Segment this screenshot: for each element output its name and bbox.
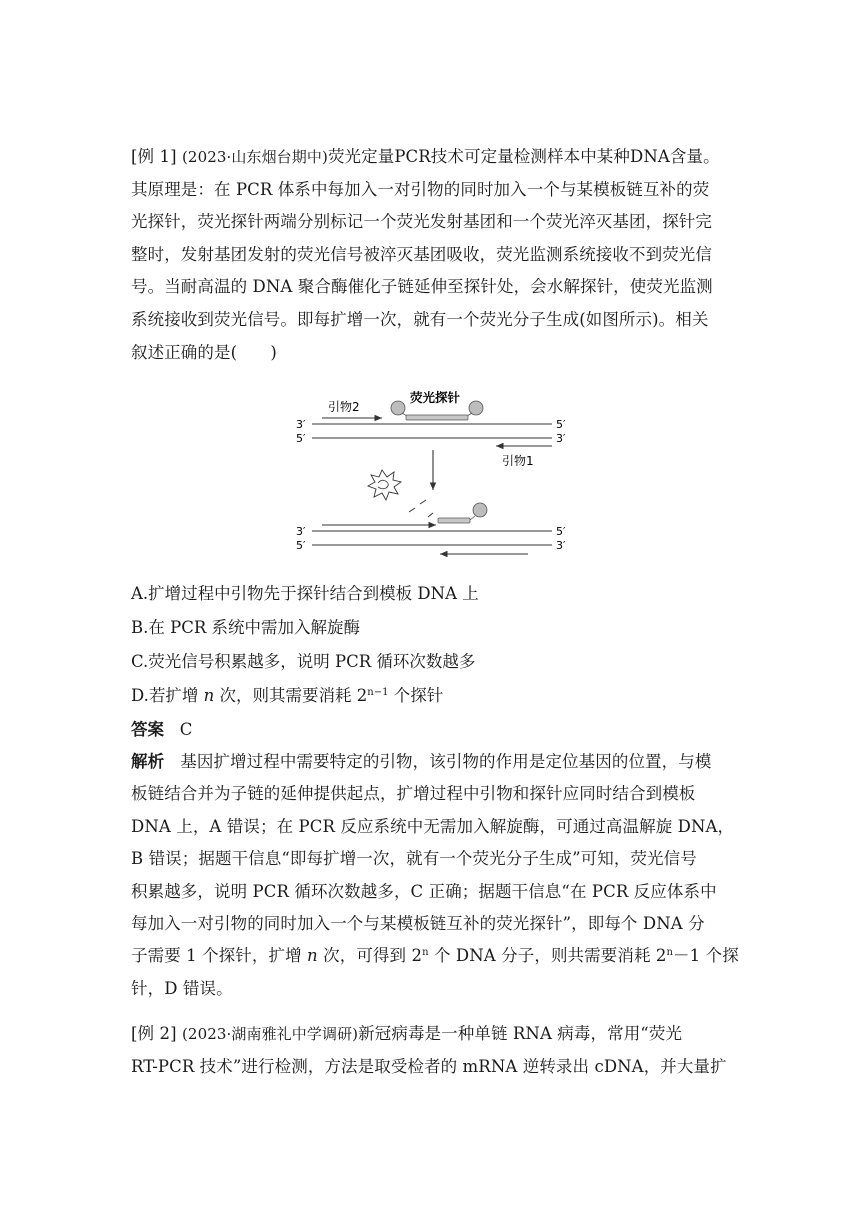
option-b: B.在 PCR 系统中需加入解旋酶 bbox=[131, 618, 361, 637]
analysis-line-7: 子需要 1 个探针，扩增 n 次，可得到 2$^n$ 个 DNA 分子，则共需要消耗 $2^n-1$ 个探 bbox=[131, 946, 739, 966]
example1-tag: [例 1] bbox=[131, 147, 177, 166]
example1-line-4: 号。当耐高温的 DNA 聚合酶催化子链延伸至探针处，会水解探针，使荧光监测 bbox=[131, 277, 713, 297]
probe-fragment bbox=[428, 513, 433, 517]
analysis-line-5: 积累越多，说明 PCR 循环次数越多，C 正确；据题干信息“在 PCR 反应体系中 bbox=[131, 881, 717, 901]
emitter-group bbox=[391, 401, 405, 415]
top-left-lower-label: 5′ bbox=[296, 432, 306, 445]
bottom-right-lower-label: 3′ bbox=[556, 539, 566, 552]
remaining-probe bbox=[438, 518, 470, 523]
example1-line-2: 光探针，荧光探针两端分别标记一个荧光发射基团和一个荧光淬灭基团，探针完 bbox=[131, 212, 712, 232]
example2-line-2: RT-PCR 技术”进行检测，方法是取受检者的 mRNA 逆转录出 cDNA，并大量扩 bbox=[131, 1056, 727, 1076]
answer-value: C bbox=[179, 720, 193, 739]
option-d: D.若扩增 n 次，则其需要消耗 $2^{n-1}$ 个探针 bbox=[131, 686, 444, 705]
top-left-upper-label: 3′ bbox=[296, 418, 306, 431]
primer2-label: 引物2 bbox=[328, 400, 360, 414]
analysis-line-8: 针，D 错误。 bbox=[131, 978, 233, 998]
analysis-line-6: 每加入一对引物的同时加入一个与某模板链互补的荧光探针”，即每个 DNA 分 bbox=[131, 914, 705, 934]
analysis-line-2: 板链结合并为子链的延伸提供起点，扩增过程中引物和探针应同时结合到模板 bbox=[131, 784, 696, 804]
example2-source: (2023·湖南雅礼中学调研) bbox=[181, 1025, 359, 1043]
probe-strand bbox=[406, 415, 468, 420]
option-a: A.扩增过程中引物先于探针结合到模板 DNA 上 bbox=[131, 584, 479, 603]
example1-stem bbox=[131, 141, 731, 369]
bottom-left-lower-label: 5′ bbox=[296, 539, 306, 552]
example1-first-line bbox=[131, 141, 731, 174]
analysis-block bbox=[131, 746, 739, 1005]
example2-line-1: 新冠病毒是一种单链 RNA 病毒，常用“荧光 bbox=[358, 1024, 683, 1043]
analysis-line-4: B 错误；据题干信息“即每扩增一次，就有一个荧光分子生成”可知，荧光信号 bbox=[131, 849, 697, 869]
primer1-label: 引物1 bbox=[502, 454, 534, 468]
option-c: C.荧光信号积累越多，说明 PCR 循环次数越多 bbox=[131, 652, 476, 671]
bottom-left-upper-label: 3′ bbox=[296, 525, 306, 538]
example2-stem bbox=[131, 1018, 731, 1083]
example1-line-3: 整时，发射基团发射的荧光信号被淬灭基团吸收，荧光监测系统接收不到荧光信 bbox=[131, 244, 712, 264]
top-right-upper-label: 5′ bbox=[556, 418, 566, 431]
pcr-probe-diagram bbox=[290, 384, 590, 564]
analysis-line-3: DNA 上，A 错误；在 PCR 反应系统中无需加入解旋酶，可通过高温解旋 DNA， bbox=[131, 816, 735, 836]
example1-source: (2023·山东烟台期中) bbox=[181, 148, 328, 166]
probe-fragment bbox=[409, 508, 415, 512]
example2-tag: [例 2] bbox=[131, 1024, 177, 1043]
quencher-group bbox=[469, 401, 483, 415]
answer-row bbox=[131, 714, 192, 746]
analysis-line-1: 基因扩增过程中需要特定的引物，该引物的作用是定位基因的位置，与模 bbox=[180, 752, 712, 771]
quencher-remaining bbox=[473, 503, 487, 517]
example1-line-0: 荧光定量PCR技术可定量检测样本中某种DNA含量。 bbox=[327, 147, 720, 166]
example1-line-5: 系统接收到荧光信号。即每扩增一次，就有一个荧光分子生成(如图所示)。相关 bbox=[131, 309, 709, 329]
bottom-right-upper-label: 5′ bbox=[556, 525, 566, 538]
probe-label: 荧光探针 bbox=[410, 390, 461, 405]
example1-line-1: 其原理是：在 PCR 体系中每加入一对引物的同时加入一个与某模板链互补的荧 bbox=[131, 179, 710, 199]
probe-fragment bbox=[420, 500, 426, 504]
top-right-lower-label: 3′ bbox=[556, 432, 566, 445]
answer-label: 答案 bbox=[131, 720, 164, 739]
released-fluorophore-burst bbox=[368, 470, 401, 500]
analysis-label: 解析 bbox=[131, 752, 165, 771]
example1-line-6: 叙述正确的是( ) bbox=[131, 342, 277, 362]
